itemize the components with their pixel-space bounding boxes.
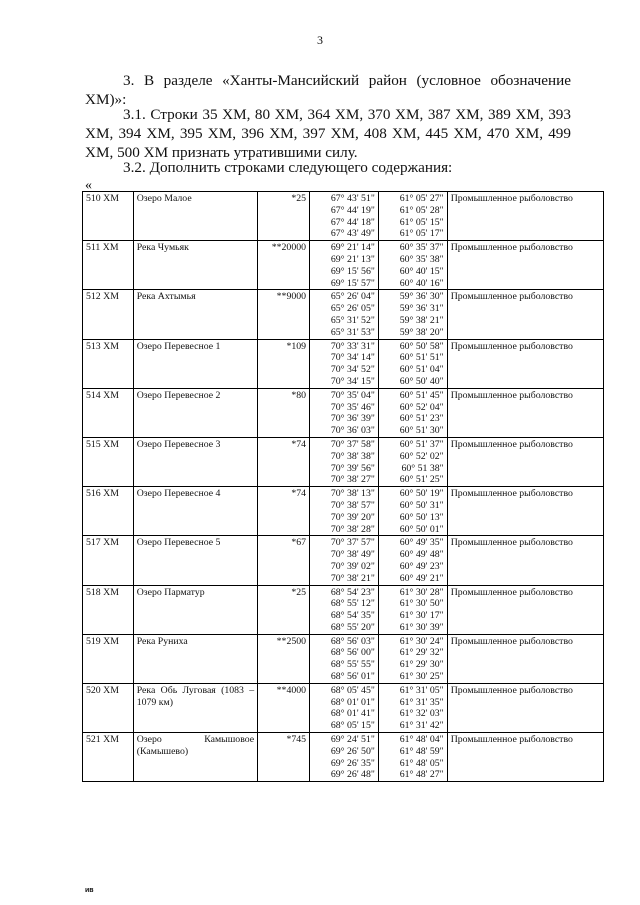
table-row: [83, 241, 604, 290]
cell-area: *80: [258, 388, 310, 437]
longitude-value: 59° 36' 31": [399, 303, 444, 315]
longitude-value: 61° 05' 27": [399, 193, 444, 204]
latitude-value: 65° 26' 04": [330, 291, 375, 303]
longitude-value: 61° 48' 05": [399, 757, 444, 769]
longitude-value: 60° 51' 45": [399, 389, 444, 401]
cell-latitude: [310, 241, 379, 290]
latitude-value: 70° 34' 14": [330, 352, 375, 364]
latitude-value: 68° 54' 23": [330, 586, 375, 598]
longitude-value: 61° 31' 35": [399, 696, 444, 708]
cell-latitude: [310, 733, 379, 782]
table-row: [83, 487, 604, 536]
cell-code: 515 ХМ: [83, 437, 134, 486]
longitude-value: 61° 05' 17": [399, 228, 444, 240]
latitude-value: 68° 54' 35": [330, 610, 375, 622]
longitude-value: 59° 38' 20": [399, 326, 444, 338]
cell-usage: Промышленное рыболовство: [447, 733, 603, 782]
latitude-value: 68° 05' 45": [330, 684, 375, 696]
table-row: [83, 192, 604, 241]
longitude-value: 60° 49' 21": [399, 572, 444, 584]
cell-name: [133, 192, 257, 241]
fishing-areas-table: [82, 191, 604, 782]
longitude-value: 59° 36' 30": [399, 291, 444, 303]
table-row: [83, 339, 604, 388]
cell-longitude: [378, 683, 447, 732]
cell-code: 519 ХМ: [83, 634, 134, 683]
latitude-value: 69° 26' 50": [330, 745, 375, 757]
cell-usage: Промышленное рыболовство: [447, 536, 603, 585]
longitude-value: 60° 51' 25": [399, 474, 444, 486]
cell-name: [133, 388, 257, 437]
cell-longitude: [378, 192, 447, 241]
table-row: [83, 634, 604, 683]
cell-latitude: [310, 487, 379, 536]
cell-usage: Промышленное рыболовство: [447, 634, 603, 683]
latitude-value: 67° 43' 49": [330, 228, 375, 240]
longitude-value: 60° 51' 51": [399, 352, 444, 364]
page-number: 3: [317, 33, 323, 47]
cell-usage: Промышленное рыболовство: [447, 241, 603, 290]
table-row: [83, 290, 604, 339]
cell-code: 517 ХМ: [83, 536, 134, 585]
latitude-value: 68° 56' 03": [330, 635, 375, 647]
cell-area: **2500: [258, 634, 310, 683]
cell-area: **9000: [258, 290, 310, 339]
cell-name: [133, 585, 257, 634]
cell-longitude: [378, 487, 447, 536]
cell-code: 514 ХМ: [83, 388, 134, 437]
longitude-value: 60° 51' 04": [399, 364, 444, 376]
water-body-name: Река Руниха: [136, 635, 188, 647]
water-body-name: Озеро Перевесное 3: [136, 438, 221, 450]
water-body-name: Озеро Перевесное 4: [136, 488, 221, 500]
cell-latitude: [310, 290, 379, 339]
cell-area: *74: [258, 437, 310, 486]
longitude-value: 61° 30' 25": [399, 671, 444, 683]
opening-quote-mark: «: [85, 178, 92, 193]
cell-latitude: [310, 437, 379, 486]
cell-name: [133, 437, 257, 486]
water-body-name: Озеро Парматур: [136, 586, 205, 598]
longitude-value: 61° 48' 04": [399, 734, 444, 746]
longitude-value: 61° 29' 30": [399, 659, 444, 671]
longitude-value: 61° 30' 50": [399, 598, 444, 610]
cell-longitude: [378, 437, 447, 486]
longitude-value: 60° 35' 38": [399, 253, 444, 265]
water-body-name: Озеро Перевесное 5: [136, 537, 221, 549]
cell-latitude: [310, 585, 379, 634]
longitude-value: 60° 49' 48": [399, 549, 444, 561]
table-row: [83, 536, 604, 585]
longitude-value: 60° 50' 19": [399, 488, 444, 500]
cell-code: 521 ХМ: [83, 733, 134, 782]
latitude-value: 70° 36' 39": [330, 413, 375, 425]
latitude-value: 70° 35' 46": [330, 401, 375, 413]
latitude-value: 68° 56' 01": [330, 671, 375, 683]
longitude-value: 60° 50' 13": [399, 511, 444, 523]
latitude-value: 65° 31' 53": [330, 326, 375, 338]
latitude-value: 68° 01' 01": [330, 696, 375, 708]
water-body-name: Озеро Камышовое (Камышево): [136, 734, 255, 757]
cell-usage: Промышленное рыболовство: [447, 487, 603, 536]
longitude-value: 61° 30' 17": [399, 610, 444, 622]
table-row: [83, 585, 604, 634]
water-body-name: Река Обь Луговая (1083 – 1079 км): [136, 684, 255, 708]
latitude-value: 70° 38' 49": [330, 549, 375, 561]
cell-code: 512 ХМ: [83, 290, 134, 339]
cell-latitude: [310, 339, 379, 388]
latitude-value: 68° 56' 00": [330, 647, 375, 659]
latitude-value: 70° 37' 57": [330, 537, 375, 549]
latitude-value: 70° 36' 03": [330, 425, 375, 437]
cell-usage: Промышленное рыболовство: [447, 192, 603, 241]
latitude-value: 70° 39' 56": [330, 462, 375, 474]
latitude-value: 69° 24' 51": [330, 734, 375, 746]
longitude-value: 61° 05' 28": [399, 204, 444, 216]
latitude-value: 70° 34' 52": [330, 364, 375, 376]
longitude-value: 61° 30' 24": [399, 635, 444, 647]
latitude-value: 69° 21' 14": [330, 242, 375, 254]
cell-longitude: [378, 339, 447, 388]
latitude-value: 68° 55' 20": [330, 621, 375, 633]
longitude-value: 61° 31' 42": [399, 720, 444, 732]
cell-area: **20000: [258, 241, 310, 290]
cell-latitude: [310, 536, 379, 585]
cell-usage: Промышленное рыболовство: [447, 585, 603, 634]
cell-code: 513 ХМ: [83, 339, 134, 388]
longitude-value: 60° 50' 40": [399, 375, 444, 387]
latitude-value: 69° 21' 13": [330, 253, 375, 265]
longitude-value: 59° 38' 21": [399, 314, 444, 326]
cell-name: [133, 536, 257, 585]
longitude-value: 61° 32' 03": [399, 708, 444, 720]
longitude-value: 60° 52' 04": [399, 401, 444, 413]
cell-latitude: [310, 388, 379, 437]
latitude-value: 70° 33' 31": [330, 340, 375, 352]
cell-usage: Промышленное рыболовство: [447, 339, 603, 388]
cell-area: *67: [258, 536, 310, 585]
cell-usage: Промышленное рыболовство: [447, 437, 603, 486]
cell-longitude: [378, 290, 447, 339]
water-body-name: Река Чумьяк: [136, 242, 189, 254]
table-row: [83, 733, 604, 782]
cell-longitude: [378, 388, 447, 437]
cell-name: [133, 487, 257, 536]
cell-area: *74: [258, 487, 310, 536]
cell-latitude: [310, 634, 379, 683]
latitude-value: 70° 37' 58": [330, 438, 375, 450]
paragraph-add-rows: 3.2. Дополнить строками следующего содержания:: [123, 159, 453, 176]
latitude-value: 70° 38' 21": [330, 572, 375, 584]
latitude-value: 67° 44' 19": [330, 204, 375, 216]
longitude-value: 61° 31' 05": [399, 684, 444, 696]
footer-mark: ив: [85, 887, 94, 894]
latitude-value: 69° 15' 57": [330, 277, 375, 289]
longitude-value: 60° 49' 35": [399, 537, 444, 549]
latitude-value: 70° 38' 27": [330, 474, 375, 486]
latitude-value: 70° 39' 02": [330, 560, 375, 572]
cell-name: [133, 290, 257, 339]
longitude-value: 61° 30' 39": [399, 621, 444, 633]
latitude-value: 70° 38' 57": [330, 499, 375, 511]
cell-usage: Промышленное рыболовство: [447, 290, 603, 339]
longitude-value: 60° 51' 37": [399, 438, 444, 450]
latitude-value: 65° 26' 05": [330, 303, 375, 315]
latitude-value: 67° 43' 51": [330, 193, 375, 204]
cell-name: [133, 634, 257, 683]
water-body-name: Река Ахтымья: [136, 291, 196, 303]
cell-area: **4000: [258, 683, 310, 732]
cell-code: 520 ХМ: [83, 683, 134, 732]
latitude-value: 65° 31' 52": [330, 314, 375, 326]
latitude-value: 69° 26' 35": [330, 757, 375, 769]
cell-longitude: [378, 634, 447, 683]
longitude-value: 60° 52' 02": [399, 450, 444, 462]
cell-area: *25: [258, 192, 310, 241]
cell-latitude: [310, 192, 379, 241]
longitude-value: 61° 30' 28": [399, 586, 444, 598]
paragraph-section-header: 3. В разделе «Ханты-Мансийский район (условное обозначение ХМ)»:: [85, 72, 571, 108]
latitude-value: 70° 34' 15": [330, 375, 375, 387]
cell-longitude: [378, 733, 447, 782]
cell-name: [133, 241, 257, 290]
longitude-value: 60° 49' 23": [399, 560, 444, 572]
paragraph-invalidated-rows: 3.1. Строки 35 ХМ, 80 ХМ, 364 ХМ, 370 ХМ, 387 ХМ, 389 ХМ, 393 ХМ, 394 ХМ, 395 ХМ, 396 ХМ, 397 ХМ, 408 ХМ, 445 ХМ, 470 ХМ, 499 ХМ, 500 ХМ признать утратившими силу.: [85, 106, 571, 161]
latitude-value: 70° 35' 04": [330, 389, 375, 401]
longitude-value: 60° 51' 23": [399, 413, 444, 425]
cell-code: 510 ХМ: [83, 192, 134, 241]
cell-area: *25: [258, 585, 310, 634]
longitude-value: 60° 40' 15": [399, 265, 444, 277]
latitude-value: 70° 38' 13": [330, 488, 375, 500]
longitude-value: 60° 50' 58": [399, 340, 444, 352]
cell-name: [133, 733, 257, 782]
water-body-name: Озеро Малое: [136, 193, 192, 204]
table-row: [83, 388, 604, 437]
cell-area: *745: [258, 733, 310, 782]
longitude-value: 61° 48' 27": [399, 769, 444, 781]
longitude-value: 60° 40' 16": [399, 277, 444, 289]
longitude-value: 60° 50' 31": [399, 499, 444, 511]
cell-usage: Промышленное рыболовство: [447, 683, 603, 732]
latitude-value: 67° 44' 18": [330, 216, 375, 228]
cell-longitude: [378, 536, 447, 585]
longitude-value: 61° 48' 59": [399, 745, 444, 757]
cell-code: 516 ХМ: [83, 487, 134, 536]
latitude-value: 68° 55' 55": [330, 659, 375, 671]
latitude-value: 70° 39' 20": [330, 511, 375, 523]
longitude-value: 60° 50' 01": [399, 523, 444, 535]
water-body-name: Озеро Перевесное 2: [136, 389, 221, 401]
latitude-value: 68° 01' 41": [330, 708, 375, 720]
latitude-value: 70° 38' 28": [330, 523, 375, 535]
table-body: [83, 192, 604, 782]
cell-name: [133, 683, 257, 732]
longitude-value: 61° 29' 32": [399, 647, 444, 659]
cell-name: [133, 339, 257, 388]
longitude-value: 60° 51' 30": [399, 425, 444, 437]
latitude-value: 68° 05' 15": [330, 720, 375, 732]
cell-longitude: [378, 241, 447, 290]
table-row: [83, 437, 604, 486]
cell-area: *109: [258, 339, 310, 388]
cell-longitude: [378, 585, 447, 634]
cell-latitude: [310, 683, 379, 732]
water-body-name: Озеро Перевесное 1: [136, 340, 221, 352]
longitude-value: 61° 05' 15": [399, 216, 444, 228]
cell-usage: Промышленное рыболовство: [447, 388, 603, 437]
latitude-value: 69° 26' 48": [330, 769, 375, 781]
latitude-value: 69° 15' 56": [330, 265, 375, 277]
longitude-value: 60° 51 38": [401, 462, 444, 474]
latitude-value: 70° 38' 38": [330, 450, 375, 462]
longitude-value: 60° 35' 37": [399, 242, 444, 254]
table-row: [83, 683, 604, 732]
cell-code: 518 ХМ: [83, 585, 134, 634]
latitude-value: 68° 55' 12": [330, 598, 375, 610]
cell-code: 511 ХМ: [83, 241, 134, 290]
